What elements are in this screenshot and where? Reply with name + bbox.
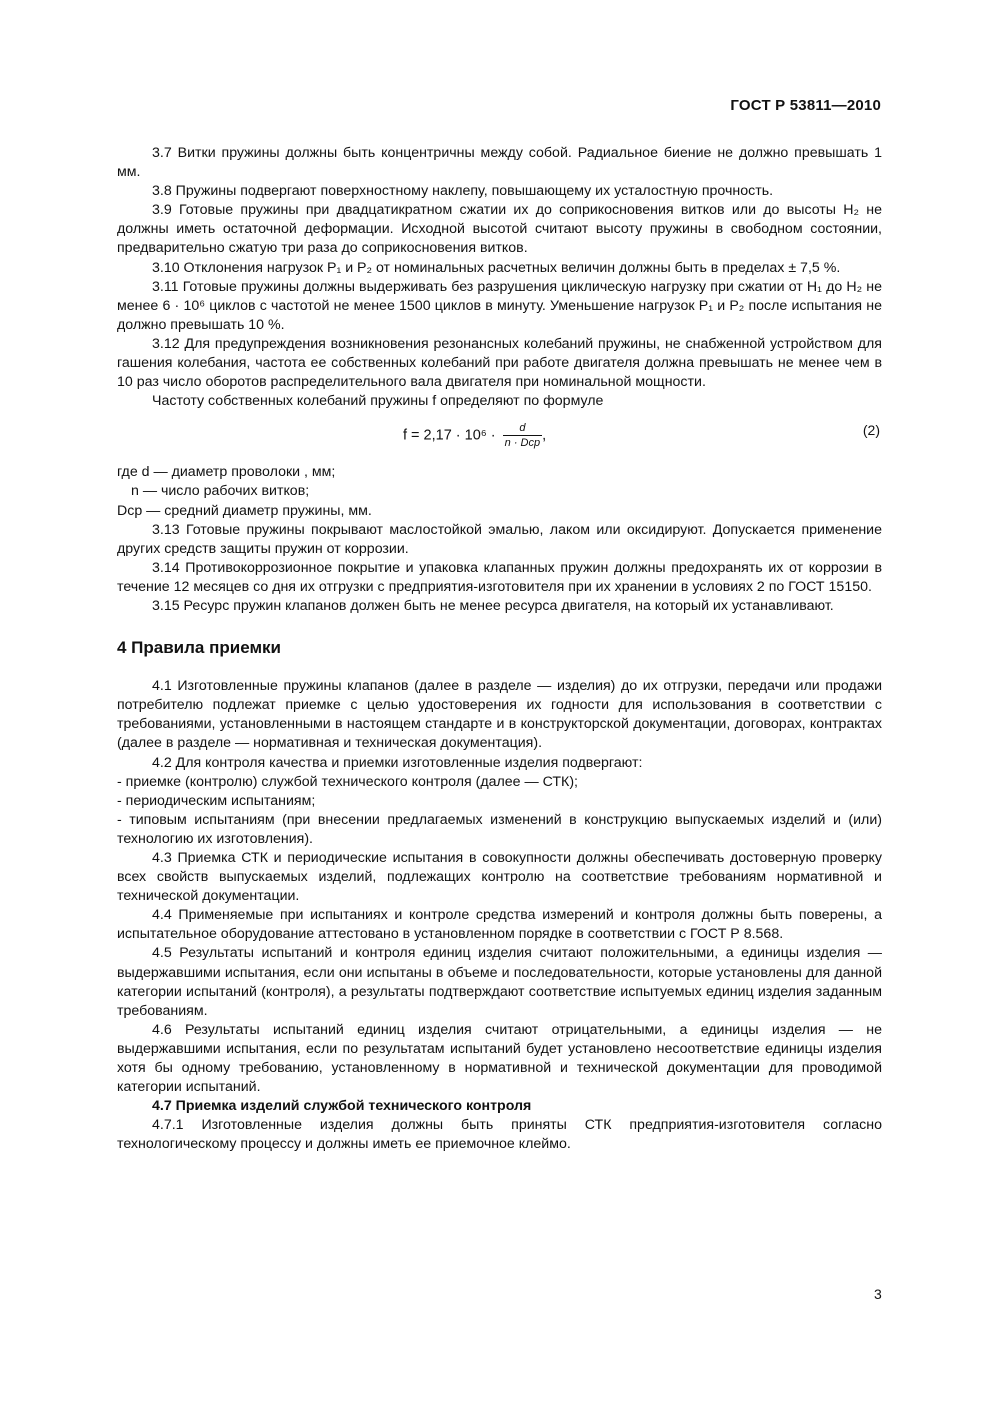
where-dcp: Dср — средний диаметр пружины, мм. [117,502,372,519]
paragraph-3-9: 3.9 Готовые пружины при двадцатикратном сжатии их до соприкосновения витков или до высоты H₂ не должны иметь остаточной деформации. Исходной высотой считают высоту пружины в свободном состоянии, предварительно сжатую три раза до соприкосновения витков. [117,202,882,257]
paragraph-3-8: 3.8 Пружины подвергают поверхностному наклепу, повышающему их усталостную прочность. [152,183,774,200]
paragraph-frequency-intro: Частоту собственных колебаний пружины f определяют по формуле [152,393,604,410]
page-number: 3 [874,1286,882,1302]
where-d: где d — диаметр проволоки , мм; [117,464,336,481]
paragraph-3-15: 3.15 Ресурс пружин клапанов должен быть не менее ресурса двигателя, на который их устанавливают. [152,597,834,614]
formula-denominator: n · Dср [504,437,541,450]
formula-tail: , [542,427,547,444]
formula-2 [117,411,882,463]
paragraph-4-1: 4.1 Изготовленные пружины клапанов (далее в разделе — изделия) до их отгрузки, передачи или продажи потребителю подлежат приемке с целью удостоверения их годности для использования в соответствии с требованиями, установленными в настоящем стандарте и в конструкторской документации, договорах, контрактах (далее в разделе — нормативная и техническая документация). [117,678,882,752]
paragraph-3-13: 3.13 Готовые пружины покрывают маслостойкой эмалью, лаком или оксидируют. Допускается применение других средств защиты пружин от коррозии. [117,521,882,557]
paragraph-4-2: 4.2 Для контроля качества и приемки изготовленные изделия подвергают: [152,754,643,771]
formula-expression [403,421,546,450]
paragraph-3-12: 3.12 Для предупреждения возникновения резонансных колебаний пружины, не снабженной устройством для гашения колебания, частота ее собственных колебаний при работе двигателя должна превышать не менее чем в 10 раз число оборотов распределительного вала двигателя при номинальной мощности. [117,335,882,391]
paragraph-3-14: 3.14 Противокоррозионное покрытие и упаковка клапанных пружин должны предохранять их от коррозии в течение 12 месяцев со дня их отгрузки с предприятия-изготовителя при их хранении в условиях 2 по ГОСТ 15150. [117,559,882,595]
where-n: n — число рабочих витков; [131,483,310,500]
document-header: ГОСТ Р 53811—2010 [730,97,881,114]
formula-fraction [503,421,542,450]
list-item-periodic: - периодическим испытаниям; [117,792,316,809]
formula-lhs: f = 2,17 · 10⁶ · [403,427,496,444]
formula-numerator: d [503,421,542,436]
section-4-title: 4 Правила приемки [117,638,281,658]
list-item-typical: - типовым испытаниям (при внесении предлагаемых изменений в конструкцию выпускаемых изделий и (или) технологию их изготовления). [117,811,882,847]
paragraph-4-6: 4.6 Результаты испытаний единиц изделия считают отрицательными, а единицы изделия — не выдержавшими испытания, если по результатам испытаний будет установлено несоответствие единицы изделия хотя бы одному требованию, установленному в нормативной и технической документации для проводимой категории испытаний. [117,1021,882,1096]
paragraph-4-7-1: 4.7.1 Изготовленные изделия должны быть приняты СТК предприятия-изготовителя согласно технологическому процессу и должны иметь ее приемочное клеймо. [117,1117,882,1153]
paragraph-3-7: 3.7 Витки пружины должны быть концентричны между собой. Радиальное биение не должно превышать 1 мм. [117,145,882,181]
paragraph-3-10: 3.10 Отклонения нагрузок P₁ и P₂ от номинальных расчетных величин должны быть в пределах ± 7,5 %. [152,259,841,276]
formula-number: (2) [862,422,880,439]
paragraph-3-11: 3.11 Готовые пружины должны выдерживать без разрушения циклическую нагрузку при сжатии от H₁ до H₂ не менее 6 · 10⁶ циклов с частотой не менее 1500 циклов в минуту. Уменьшение нагрузок P₁ и P₂ после испытания не должно превышать 10 %. [117,278,882,333]
paragraph-4-4: 4.4 Применяемые при испытаниях и контроле средства измерений и контроля должны быть поверены, а испытательное оборудование аттестовано в установленном порядке в соответствии с ГОСТ Р 8.568. [117,907,882,943]
paragraph-4-3: 4.3 Приемка СТК и периодические испытания в совокупности должны обеспечивать достоверную проверку всех свойств выпускаемых изделий, подлежащих контролю на соответствие требованиям нормативной и технической документации. [117,850,882,905]
list-item-stk: - приемке (контролю) службой технического контроля (далее — СТК); [117,773,578,790]
page-body [117,144,882,1155]
paragraph-4-5: 4.5 Результаты испытаний и контроля единиц изделия считают положительными, а единицы изделия — выдержавшими испытания, если они испытаны в объеме и последовательности, которые установлены для данной категории испытаний (контроля), а результаты подтверждают соответствие испытуемых единиц изделия заданным требованиям. [117,945,882,1019]
subsection-4-7-title: 4.7 Приемка изделий службой технического контроля [152,1098,532,1115]
